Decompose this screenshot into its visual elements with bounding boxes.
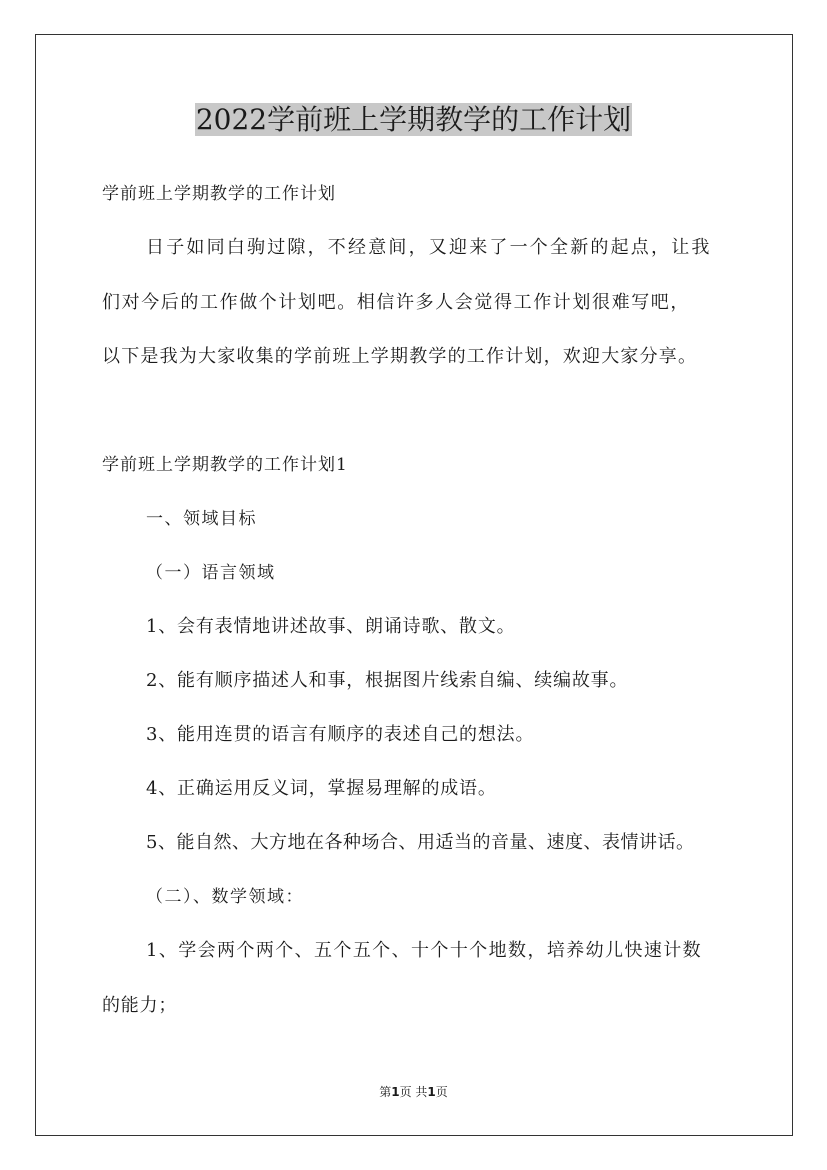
language-item-3: 3、能用连贯的语言有顺序的表述自己的想法。 [146, 724, 535, 745]
language-item-1: 1、会有表情地讲述故事、朗诵诗歌、散文。 [146, 616, 516, 637]
language-item-2: 2、能有顺序描述人和事，根据图片线索自编、续编故事。 [146, 670, 629, 691]
language-area-heading: （一）语言领域 [146, 563, 276, 583]
footer-page-total: 1 [427, 1085, 436, 1099]
language-item-4: 4、正确运用反义词，掌握易理解的成语。 [146, 778, 497, 799]
footer-suffix: 页 [435, 1085, 448, 1099]
page-footer [0, 1083, 827, 1101]
document-title [0, 98, 827, 142]
footer-mid: 页 共 [399, 1085, 428, 1099]
footer-prefix: 第 [379, 1085, 392, 1099]
section-heading: 学前班上学期教学的工作计划1 [102, 455, 348, 475]
math-item-1-continued: 的能力； [102, 995, 178, 1016]
document-title-text: 2022学前班上学期教学的工作计划 [195, 103, 632, 136]
footer-page-current: 1 [391, 1085, 400, 1099]
intro-line-1: 日子如同白驹过隙，不经意间，又迎来了一个全新的起点，让我 [146, 237, 712, 258]
part-one-heading: 一、领域目标 [146, 509, 257, 529]
math-area-heading: （二）、数学领域： [146, 887, 304, 907]
math-item-1: 1、学会两个两个、五个五个、十个十个地数，培养幼儿快速计数 [146, 940, 703, 961]
intro-line-2: 们对今后的工作做个计划吧。相信许多人会觉得工作计划很难写吧， [102, 292, 690, 313]
document-subtitle: 学前班上学期教学的工作计划 [102, 184, 336, 204]
intro-line-3: 以下是我为大家收集的学前班上学期教学的工作计划，欢迎大家分享。 [102, 346, 698, 367]
language-item-5: 5、能自然、大方地在各种场合、用适当的音量、速度、表情讲话。 [146, 832, 695, 853]
